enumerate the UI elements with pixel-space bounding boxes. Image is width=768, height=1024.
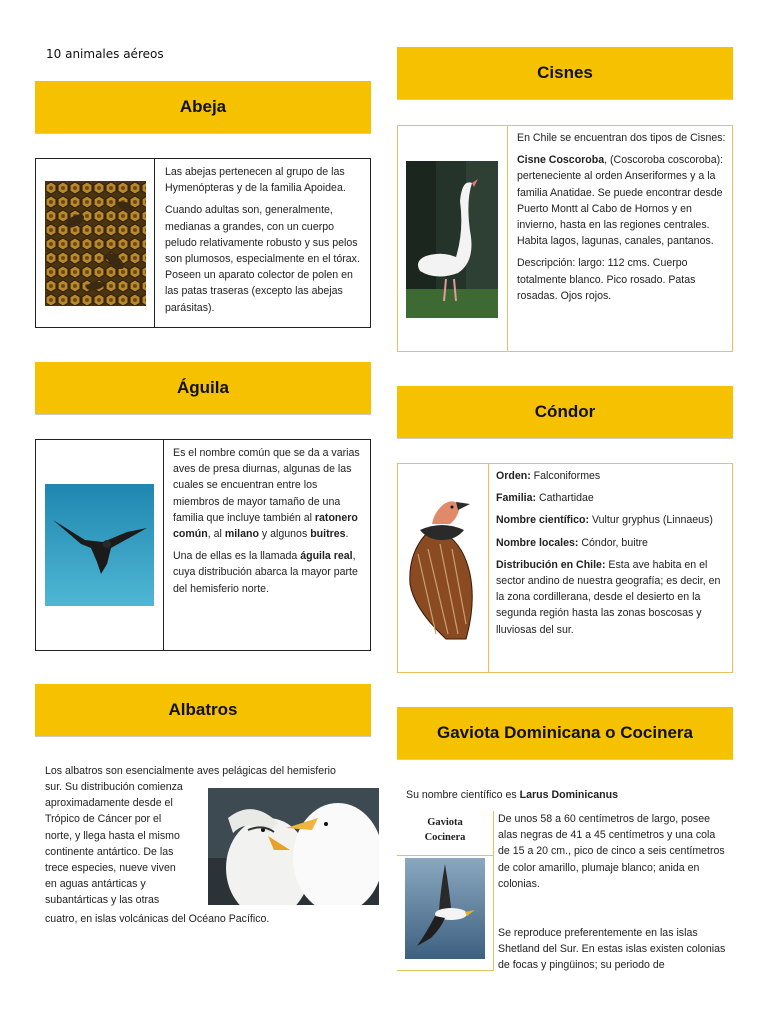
gaviota-card bbox=[397, 811, 733, 971]
abeja-image bbox=[45, 181, 146, 306]
condor-header bbox=[397, 386, 733, 439]
aguila-card bbox=[35, 439, 371, 651]
abeja-text-2: Cuando adultas son, generalmente, medianas a grandes, con un cuerpo peludo relativamente robusto y sus pelos son plumosos, especialmente en el tórax. Poseen un aparato colector de polen en las patas traseras (excepto las abejas parásitas). bbox=[165, 204, 360, 314]
abeja-text-1: Las abejas pertenecen al grupo de las Hymenópteras y de la familia Apoidea. bbox=[165, 166, 346, 195]
gaviota-text-1: De unos 58 a 60 centímetros de largo, posee alas negras de 41 a 45 centímetros y una cola de 15 a 20 cm., pico de cinco a seis centímetros de color amarillo, plumaje blanco; anida en colonias. bbox=[498, 813, 725, 890]
aguila-text-2: Una de ellas es la llamada águila real, cuya distribución abarca la mayor parte del hemisferio norte. bbox=[173, 550, 358, 595]
aguila-title: Águila bbox=[177, 378, 229, 397]
albatros-text-last: cuatro, en islas volcánicas del Océano Pacífico. bbox=[45, 913, 270, 925]
albatros-text-body: sur. Su distribución comienza aproximadamente desde el Trópico de Cáncer por el norte, y llega hasta el mismo continente antártico. De las trece especies, nueve viven en aguas antárticas y subantárticas y las otras bbox=[45, 781, 183, 907]
aguila-header bbox=[35, 362, 371, 415]
condor-orden: Orden: Falconiformes bbox=[496, 470, 601, 482]
aguila-image bbox=[45, 484, 154, 606]
abeja-header bbox=[35, 81, 371, 134]
cisnes-text-3: Descripción: largo: 112 cms. Cuerpo totalmente blanco. Pico rosado. Patas rosadas. Ojos rojos. bbox=[517, 257, 696, 302]
albatros-text-line-1: Los albatros son esencialmente aves pelágicas del hemisferio bbox=[45, 765, 336, 777]
condor-card bbox=[397, 463, 733, 673]
albatros-title: Albatros bbox=[168, 700, 238, 719]
document-title: 10 animales aéreos bbox=[46, 47, 164, 61]
gaviota-title: Gaviota Dominicana o Cocinera bbox=[436, 723, 693, 742]
gaviota-image bbox=[405, 858, 485, 959]
cisnes-image bbox=[406, 161, 498, 318]
condor-familia: Familia: Cathartidae bbox=[496, 492, 594, 505]
gaviota-text-2: Se reproduce preferentemente en las islas Shetland del Sur. En estas islas existen colonias de focas y pingüinos; su periodo de bbox=[498, 927, 726, 972]
condor-title: Cóndor bbox=[534, 402, 596, 421]
gaviota-caption: Gaviota Cocinera bbox=[424, 817, 466, 843]
aguila-text-1: Es el nombre común que se da a varias aves de presa diurnas, algunas de las cuales se encuentran entre los miembros de mayor tamaño de una familia que incluye también al ratonero común, al milano y algunos buitres. bbox=[173, 447, 360, 541]
condor-image bbox=[406, 494, 478, 644]
cisnes-text-2: Cisne Coscoroba, (Coscoroba coscoroba): perteneciente al orden Anseriformes y a la familia Anatidae. Se puede encontrar desde Puerto Montt al Cabo de Hornos y en invierno, hasta en las regiones centrales. Habita lagos, lagunas, canales, pantanos. bbox=[517, 154, 724, 248]
albatros-image bbox=[208, 788, 379, 905]
condor-nombre-locales: Nombre locales: Cóndor, buitre bbox=[496, 536, 648, 549]
gaviota-scientific-name: Su nombre científico es Larus Dominicanus bbox=[406, 789, 618, 801]
condor-distribucion: Distribución en Chile: Esta ave habita en el sector andino de nuestra geografía; es decir, en la zona cordillerana, desde el desierto en la segunda región hasta las zonas boscosas y lluviosas del sur. bbox=[496, 558, 721, 636]
cisnes-header bbox=[397, 47, 733, 100]
cisnes-card bbox=[397, 125, 733, 352]
condor-nombre-cientifico: Nombre científico: Vultur gryphus (Linnaeus) bbox=[496, 514, 713, 527]
abeja-title: Abeja bbox=[179, 97, 227, 116]
gaviota-header bbox=[397, 707, 733, 760]
cisnes-title: Cisnes bbox=[537, 63, 593, 82]
cisnes-text-1: En Chile se encuentran dos tipos de Cisnes: bbox=[517, 132, 726, 144]
albatros-header bbox=[35, 684, 371, 737]
abeja-card bbox=[35, 158, 371, 328]
